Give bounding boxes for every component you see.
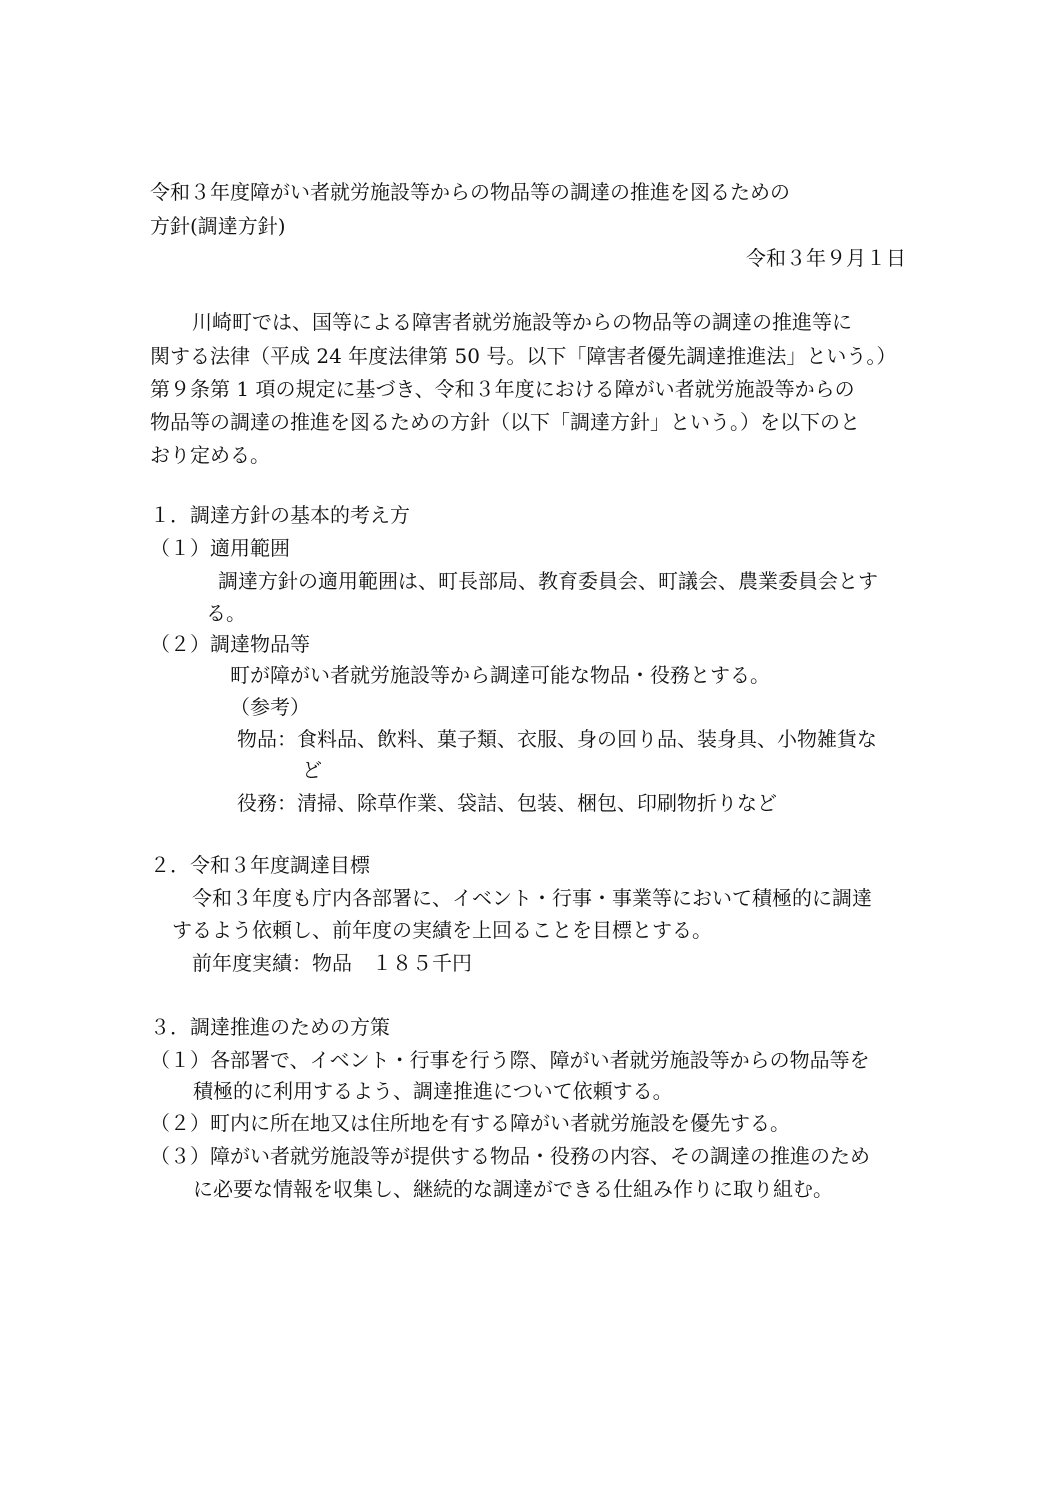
intro-line: 物品等の調達の推進を図るための方針（以下「調達方針」という。）を以下のと — [150, 410, 860, 434]
previous-year-result: 前年度実績：物品 １８５千円 — [192, 951, 472, 975]
document-title-line2: 方針(調達方針) — [150, 214, 286, 238]
section1-sub1-heading: （１）適用範囲 — [150, 536, 290, 560]
section3-item1: 積極的に利用するよう、調達推進について依頼する。 — [193, 1079, 673, 1103]
document-date: 令和３年９月１日 — [746, 246, 906, 270]
section3-item1: （１）各部署で、イベント・行事を行う際、障がい者就労施設等からの物品等を — [150, 1048, 870, 1072]
intro-line: 関する法律（平成 24 年度法律第 50 号。以下「障害者優先調達推進法」という。） — [150, 344, 897, 368]
section3-item2: （２）町内に所在地又は住所地を有する障がい者就労施設を優先する。 — [150, 1111, 790, 1135]
section3-heading: ３．調達推進のための方策 — [150, 1015, 390, 1039]
section1-heading: １．調達方針の基本的考え方 — [150, 503, 410, 527]
document-title-line1: 令和３年度障がい者就労施設等からの物品等の調達の推進を図るための — [150, 180, 790, 204]
section3-item3: （３）障がい者就労施設等が提供する物品・役務の内容、その調達の推進のため — [150, 1144, 870, 1168]
section1-sub1-text: 調達方針の適用範囲は、町長部局、教育委員会、町議会、農業委員会とす — [218, 569, 878, 593]
goods-line: 物品：食料品、飲料、菓子類、衣服、身の回り品、装身具、小物雑貨な — [237, 727, 877, 751]
reference-label: （参考） — [230, 695, 310, 719]
section1-sub2-heading: （２）調達物品等 — [150, 632, 310, 656]
intro-line: 川崎町では、国等による障害者就労施設等からの物品等の調達の推進等に — [192, 310, 852, 334]
services-line: 役務：清掃、除草作業、袋詰、包装、梱包、印刷物折りなど — [237, 791, 777, 815]
section1-sub1-text: る。 — [206, 601, 246, 625]
section2-heading: ２．令和３年度調達目標 — [150, 853, 370, 877]
section1-sub2-text: 町が障がい者就労施設等から調達可能な物品・役務とする。 — [230, 663, 770, 687]
intro-line: おり定める。 — [150, 443, 270, 467]
section2-text: するよう依頼し、前年度の実績を上回ることを目標とする。 — [172, 918, 712, 942]
section2-text: 令和３年度も庁内各部署に、イベント・行事・事業等において積極的に調達 — [192, 886, 872, 910]
goods-line: ど — [302, 758, 322, 782]
intro-line: 第９条第 1 項の規定に基づき、令和３年度における障がい者就労施設等からの — [150, 377, 855, 401]
section3-item3: に必要な情報を収集し、継続的な調達ができる仕組み作りに取り組む。 — [193, 1177, 833, 1201]
